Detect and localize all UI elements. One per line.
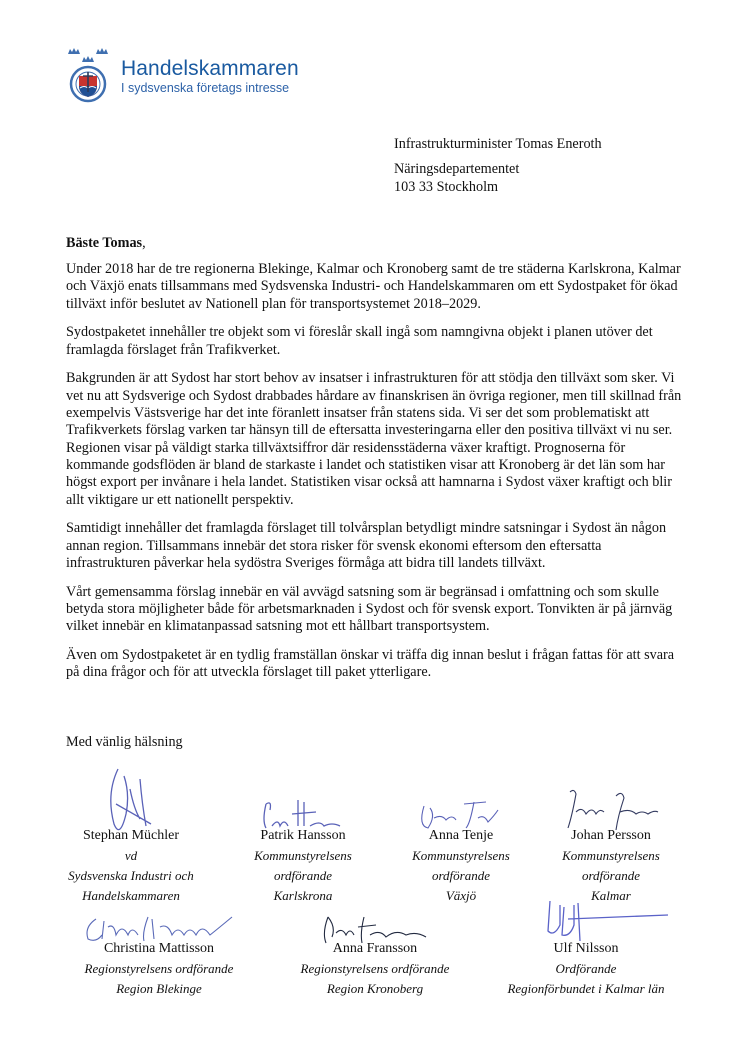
- salutation-punct: ,: [142, 235, 146, 251]
- paragraph: Bakgrunden är att Sydost har stort behov av insatser i infrastrukturen för att stödja den tillväxt som sker. Vi vet nu att Sydsverige och Sydost drabbades hårdare av finanskrisen än övriga regioner, men till skillnad från exempelvis Västsverige har det inte föranlett insatser från statens sida. Vi ser det som problematiskt att Trafikverkets förslag varken tar hänsyn till de eftersatta investeringarna eller den positiva tillväxt vi nu ser. Regionen visar på väldigt starka tillväxtsiffror där residensstäderna växer kraftigt. Prognoserna för kommande godsflöden är bland de starkaste i landet och statistiken visar att Kronoberg är det län som har högst export per invånare i hela landet. Statistiken visar också att hamnarna i Sydost växer kraftigt och blir allt viktigare ur ett nationellt perspektiv.: [66, 370, 682, 508]
- signatory-role: Ordförande: [555, 961, 617, 976]
- org-name: Handelskammaren: [121, 57, 299, 80]
- signatory-role: Växjö: [445, 888, 477, 903]
- signatory-role: Karlskrona: [273, 888, 333, 903]
- recipient-title: Infrastrukturminister Tomas Eneroth: [394, 136, 602, 152]
- signatory-stephan-muchler: [66, 826, 196, 906]
- signatory-role: Regionförbundet i Kalmar län: [507, 981, 665, 996]
- signatory-role: ordförande: [581, 868, 641, 883]
- signatory-role: Sydsvenska Industri och: [68, 868, 194, 883]
- recipient-department: Näringsdepartementet: [394, 161, 520, 177]
- salutation-text: Bäste Tomas: [66, 235, 143, 251]
- paragraph: Samtidigt innehåller det framlagda förslaget till tolvårsplan betydligt mindre satsningar i Sydost än någon annan region. Tillsammans innebär det stora risker för svensk ekonomi eftersom den eftersatta infrastrukturen påverkar hela sydöstra Sveriges förmåga att bidra till landets tillväxt.: [66, 520, 667, 571]
- signatory-role: Regionstyrelsens ordförande: [300, 961, 450, 976]
- signatory-role: Kommunstyrelsens: [562, 848, 660, 863]
- letterhead-logo: [66, 44, 326, 106]
- recipient-address: [394, 135, 602, 196]
- crowns-shield-emblem-icon: [66, 46, 114, 104]
- signatory-name: Patrik Hansson: [260, 828, 346, 843]
- signatory-anna-fransson: [282, 939, 468, 999]
- salutation: [66, 235, 146, 252]
- signatory-role: Region Blekinge: [116, 981, 202, 996]
- recipient-postal: 103 33 Stockholm: [394, 179, 499, 195]
- signatory-patrik-hansson: [240, 826, 366, 906]
- signatory-role: Kommunstyrelsens: [412, 848, 510, 863]
- signatory-role: Kommunstyrelsens: [254, 848, 352, 863]
- signatory-name: Anna Tenje: [428, 828, 494, 843]
- signatory-name: Anna Fransson: [332, 941, 418, 956]
- signatory-christina-mattisson: [66, 939, 252, 999]
- paragraph: Vårt gemensamma förslag innebär en väl avvägd satsning som är begränsad i omfattning och som skulle betyda stora möjligheter både för arbetsmarknaden i Sydost och för svensk export. Tonvikten är på järnväg vilket innebär en klimatanpassad satsning mot ett hållbart transportsystem.: [66, 583, 673, 635]
- org-tagline: I sydsvenska företags intresse: [121, 81, 290, 95]
- paragraph: Sydostpaketet innehåller tre objekt som vi föreslår skall ingå som namngivna objekt i planen utöver det framlagda förslaget från Trafikverket.: [66, 324, 653, 358]
- closing: Med vänlig hälsning: [66, 734, 183, 750]
- signatory-role: ordförande: [431, 868, 491, 883]
- signatory-role: Handelskammaren: [82, 888, 180, 903]
- signatory-role: Region Kronoberg: [326, 981, 424, 996]
- signatory-johan-persson: [548, 826, 674, 906]
- signatory-role: vd: [124, 848, 138, 863]
- signatory-ulf-nilsson: [498, 939, 674, 999]
- signatory-name: Ulf Nilsson: [553, 941, 619, 956]
- paragraph: Även om Sydostpaketet är en tydlig framställan önskar vi träffa dig innan beslut i frågan fattas för att svara på dina frågor och för att utveckla förslaget till paket ytterligare.: [66, 647, 675, 681]
- signatory-name: Johan Persson: [571, 828, 651, 843]
- signatory-role: ordförande: [273, 868, 333, 883]
- letter-body: [66, 261, 686, 693]
- signatory-anna-tenje: [398, 826, 524, 906]
- signatory-role: Regionstyrelsens ordförande: [84, 961, 234, 976]
- signatory-role: Kalmar: [591, 888, 631, 903]
- paragraph: Under 2018 har de tre regionerna Blekinge, Kalmar och Kronoberg samt de tre städerna Karlskrona, Kalmar och Växjö enats tillsammans med Sydsvenska Industri- och Handelskammaren om ett Sydostpaket för ökad tillväxt inför beslutet av Nationell plan för transportsystemet 2018–2029.: [66, 261, 681, 312]
- signatory-name: Stephan Müchler: [82, 828, 180, 843]
- signatory-name: Christina Mattisson: [103, 941, 215, 956]
